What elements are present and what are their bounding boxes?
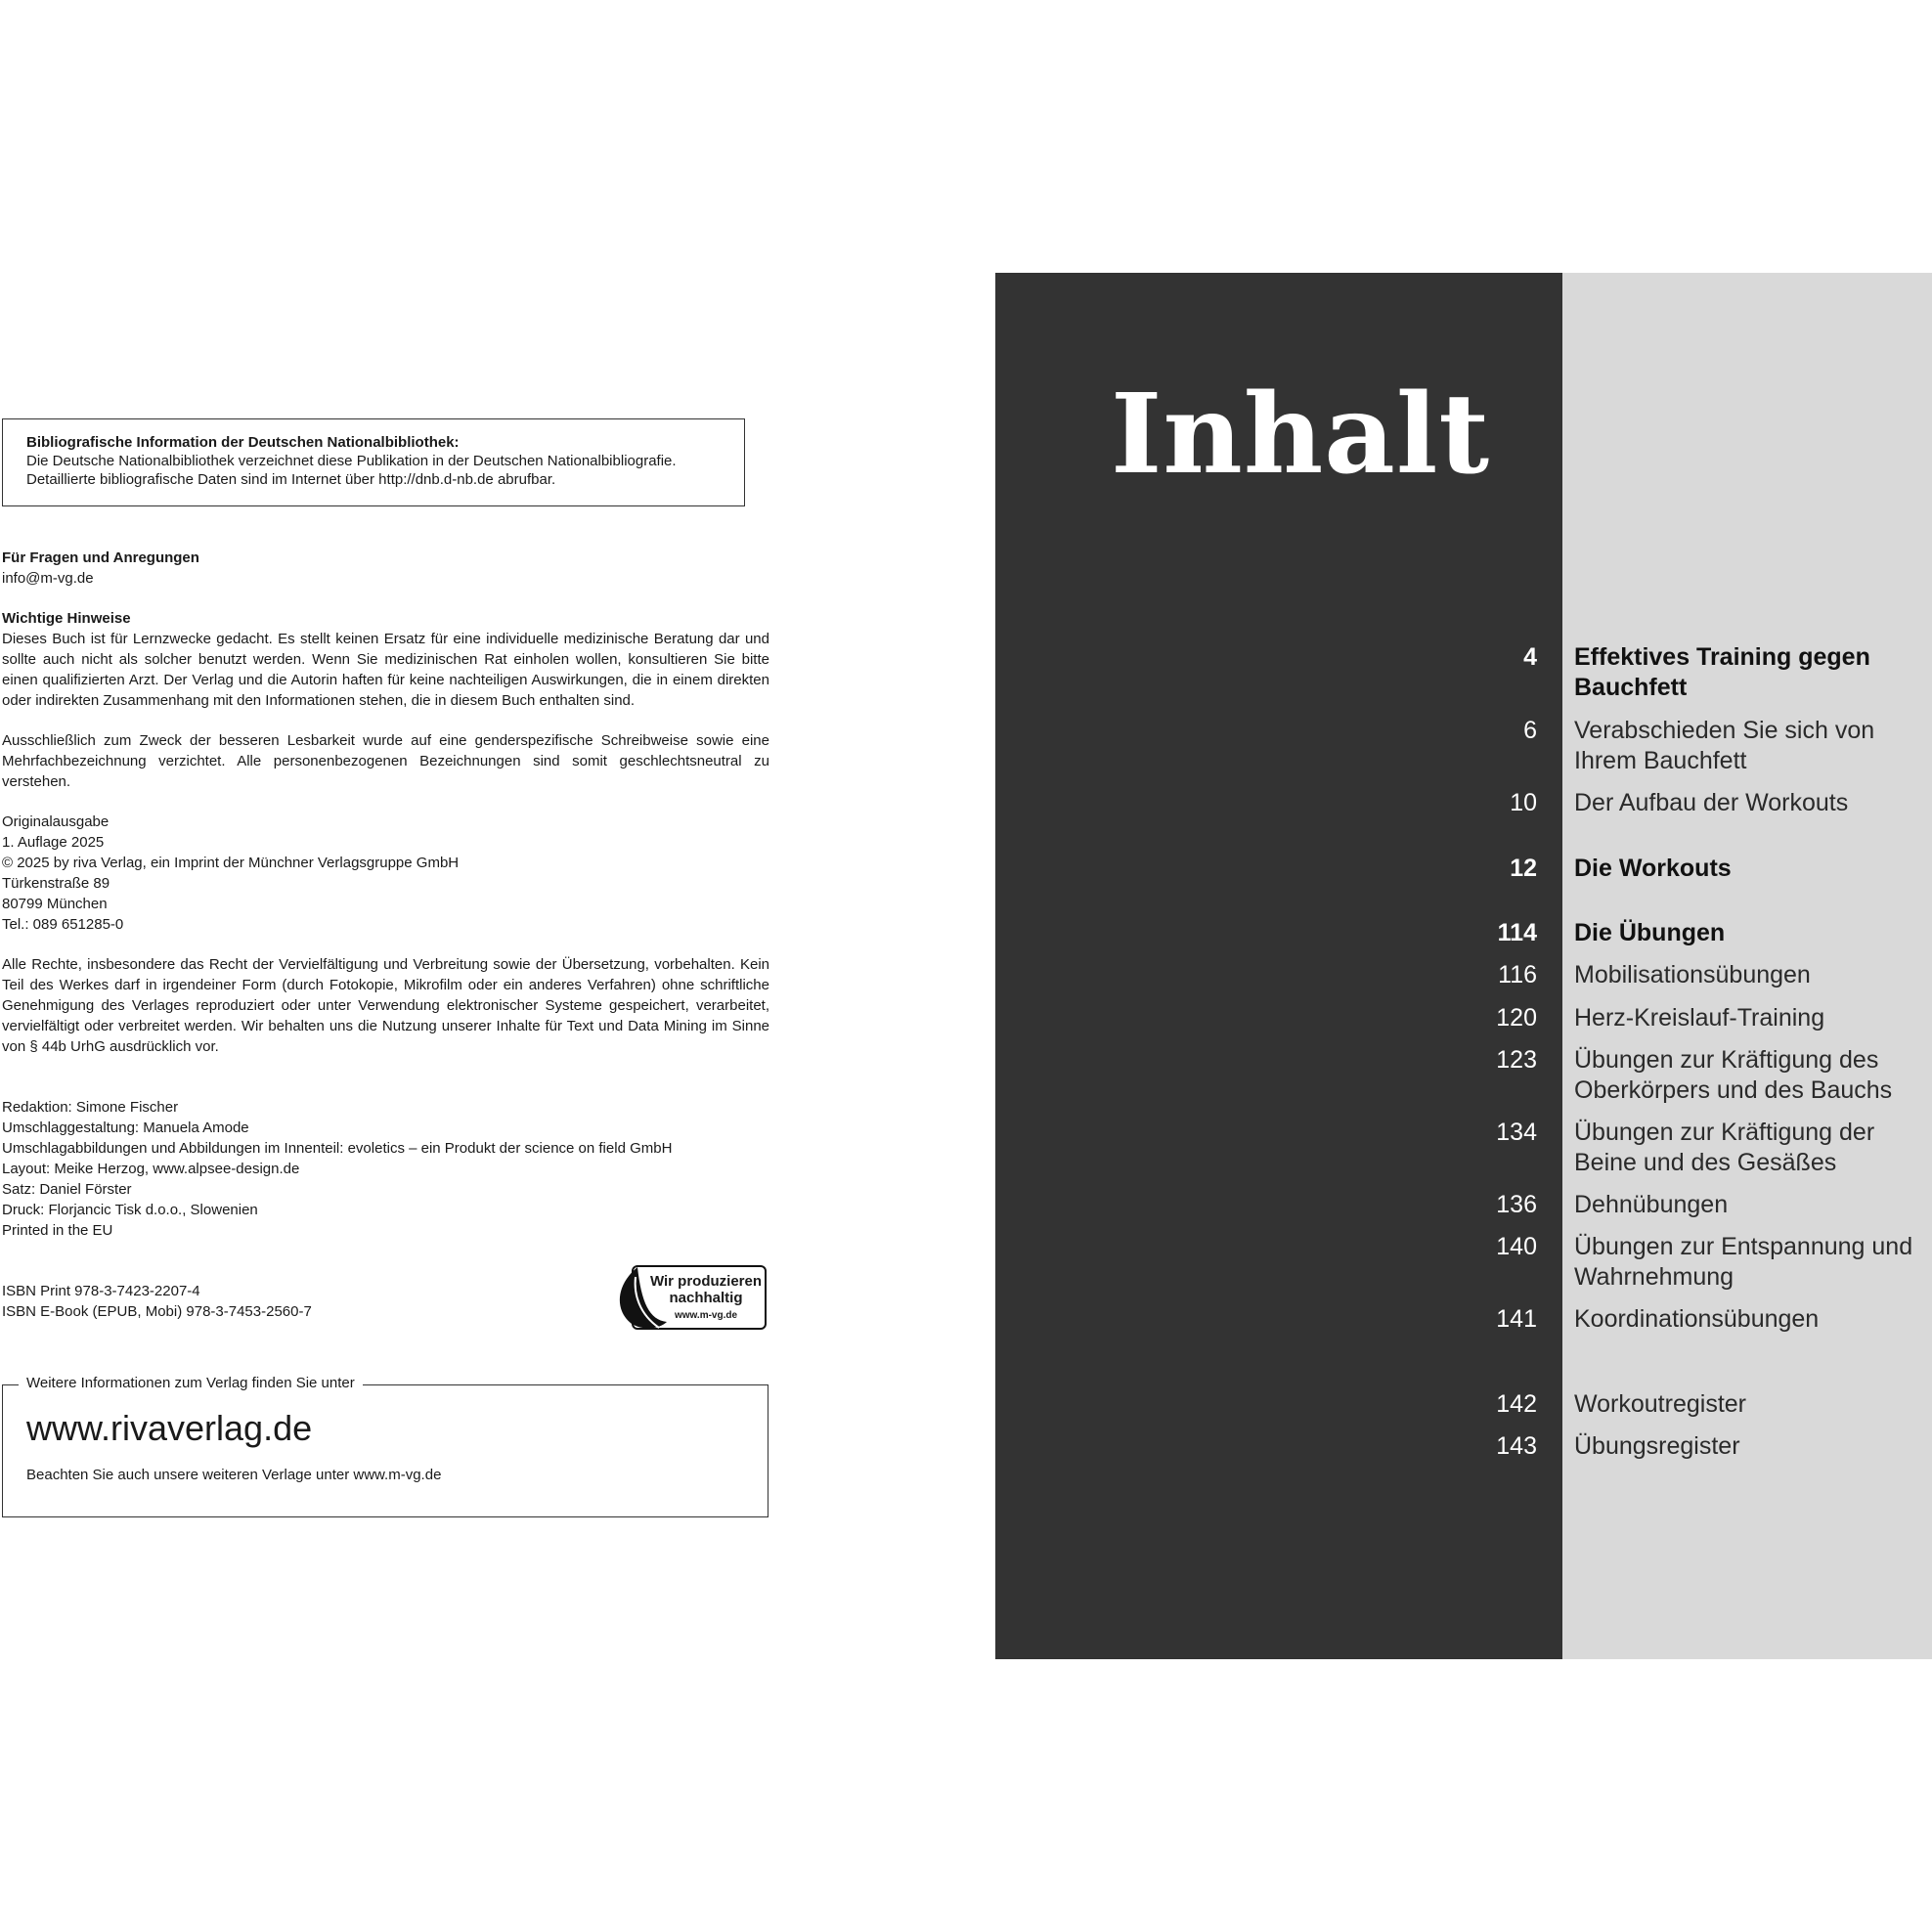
toc-page-number: 4 [1523,643,1537,671]
edition-line: 1. Auflage 2025 [2,834,105,851]
toc-title: Inhalt [1111,371,1491,499]
toc-label: Übungen zur Entspannung und Wahrnehmung [1574,1233,1913,1291]
edition-line: Originalausgabe [2,813,110,830]
toc-label: Dehnübungen [1574,1191,1729,1218]
toc-label: Übungen zur Kräftigung der Beine und des Gesäßes [1574,1119,1875,1176]
toc-page-number: 141 [1496,1305,1537,1333]
badge-line: Wir produzieren [649,1273,763,1290]
toc-label: Übungsregister [1574,1432,1740,1460]
bibliographic-line: Detaillierte bibliografische Daten sind im Internet über http://dnb.d-nb.de abrufbar. [26,471,556,488]
toc-page-number: 123 [1496,1046,1537,1074]
bibliographic-info-box [2,418,745,506]
publisher-info-box [2,1375,768,1517]
toc-label: Die Workouts [1574,855,1732,882]
toc-label: Herz-Kreislauf-Training [1574,1004,1825,1032]
toc-label: Verabschieden Sie sich von Ihrem Bauchfett [1574,717,1875,774]
toc-label: Die Übungen [1574,919,1726,946]
bibliographic-heading: Bibliografische Information der Deutschen Nationalbibliothek: [26,434,460,451]
toc-page-number: 116 [1498,961,1537,988]
notes-heading: Wichtige Hinweise [2,610,131,627]
isbn-print: ISBN Print 978-3-7423-2207-4 [2,1283,200,1299]
toc-label: Effektives Training gegen Bauchfett [1574,643,1870,701]
contact-heading: Für Fragen und Anregungen [2,549,199,566]
info-legend: Weitere Informationen zum Verlag finden Sie unter [19,1374,363,1393]
edition-line: Türkenstraße 89 [2,875,110,892]
credit-line: Satz: Daniel Förster [2,1181,132,1198]
gender-note: Ausschließlich zum Zweck der besseren Lesbarkeit wurde auf eine genderspezifische Schreibweise sowie eine Mehrfachbezeichnung verzichtet. Alle personenbezogenen Bezeichnungen sind somit geschlechtsneutral zu verstehen. [2,732,769,790]
toc-page-number: 142 [1496,1390,1537,1418]
badge-url: www.m-vg.de [674,1310,738,1321]
edition-line: 80799 München [2,896,108,912]
toc-label: Workoutregister [1574,1390,1746,1418]
credit-line: Umschlaggestaltung: Manuela Amode [2,1120,249,1136]
credit-line: Printed in the EU [2,1222,113,1239]
bibliographic-line: Die Deutsche Nationalbibliothek verzeichnet diese Publikation in der Deutschen Nationalbibliografie. [26,453,677,469]
credit-line: Umschlagabbildungen und Abbildungen im Innenteil: evoletics – ein Produkt der science on field GmbH [2,1140,673,1157]
credit-line: Redaktion: Simone Fischer [2,1099,179,1116]
toc-label: Der Aufbau der Workouts [1574,789,1849,816]
credits-block [2,1097,769,1241]
contact-block [2,548,769,589]
badge-line: nachhaltig [669,1290,743,1306]
contact-email: info@m-vg.de [2,570,94,587]
toc-page-number: 136 [1496,1191,1537,1218]
toc-label: Übungen zur Kräftigung des Oberkörpers und des Bauchs [1574,1046,1893,1104]
imprint-page [0,0,772,1932]
isbn-ebook: ISBN E-Book (EPUB, Mobi) 978-3-7453-2560-7 [2,1303,312,1320]
toc-page-number: 10 [1510,789,1537,816]
info-subtext: Beachten Sie auch unsere weiteren Verlage unter www.m-vg.de [26,1467,442,1483]
edition-line: Tel.: 089 651285-0 [2,916,124,933]
toc-page-number: 12 [1510,855,1537,882]
edition-line: © 2025 by riva Verlag, ein Imprint der Münchner Verlagsgruppe GmbH [2,855,460,871]
edition-block [2,812,769,935]
credit-line: Druck: Florjancic Tisk d.o.o., Slowenien [2,1202,258,1218]
notes-paragraph: Dieses Buch ist für Lernzwecke gedacht. Es stellt keinen Ersatz für eine individuelle medizinische Beratung dar und sollte auch nicht als solcher benutzt werden. Wenn Sie medizinischen Rat einholen wollen, konsultieren Sie bitte einen qualifizierten Arzt. Der Verlag und die Autorin haften für keine nachteiligen Auswirkungen, die in einem direkten oder indirekten Zusammenhang mit den Informationen stehen, die in diesem Buch enthalten sind. [2,631,769,709]
notes-block [2,608,769,711]
toc-label: Mobilisationsübungen [1574,961,1811,988]
toc-page-number: 120 [1496,1004,1537,1032]
toc-page-number: 143 [1496,1432,1537,1460]
toc-page-number: 140 [1496,1233,1537,1260]
publisher-website[interactable]: www.rivaverlag.de [26,1408,313,1448]
toc-page-number: 6 [1523,717,1537,744]
badge-text [645,1273,767,1306]
sustainability-badge [610,1263,768,1334]
rights-notice: Alle Rechte, insbesondere das Recht der Vervielfältigung und Verbreitung sowie der Übersetzung, vorbehalten. Kein Teil des Werkes darf in irgendeiner Form (durch Fotokopie, Mikrofilm oder ein anderes Verfahren) ohne schriftliche Genehmigung des Verlages reproduziert oder unter Verwendung elektronischer Systeme gespeichert, verarbeitet, vervielfältigt oder verbreitet werden. Wir behalten uns die Nutzung unserer Inhalte für Text und Data Mining im Sinne von § 44b UrhG ausdrücklich vor. [2,956,769,1055]
credit-line: Layout: Meike Herzog, www.alpsee-design.de [2,1161,300,1177]
toc-page-number: 114 [1497,919,1537,946]
toc-label: Koordinationsübungen [1574,1305,1820,1333]
toc-page-number: 134 [1496,1119,1537,1146]
